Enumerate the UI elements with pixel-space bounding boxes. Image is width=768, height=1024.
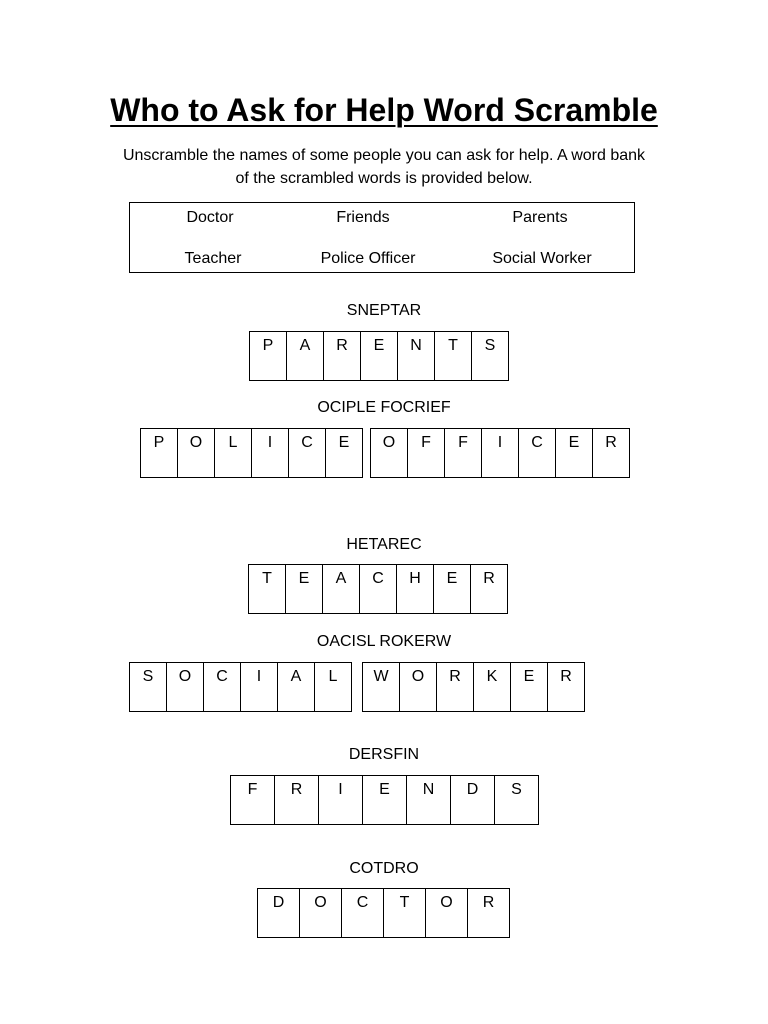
- word-bank-item: Social Worker: [492, 250, 592, 267]
- letter-box[interactable]: T: [248, 564, 286, 614]
- letter-box[interactable]: C: [288, 428, 326, 478]
- letter-box[interactable]: R: [274, 775, 319, 825]
- letter-box[interactable]: E: [510, 662, 548, 712]
- worksheet-title: Who to Ask for Help Word Scramble: [110, 92, 658, 128]
- letter-box[interactable]: E: [285, 564, 323, 614]
- answer-boxes: [370, 428, 629, 478]
- letter-box[interactable]: S: [471, 331, 509, 381]
- letter-box[interactable]: P: [249, 331, 287, 381]
- letter-box[interactable]: D: [257, 888, 300, 938]
- word-bank-item: Friends: [336, 209, 390, 226]
- letter-box[interactable]: O: [399, 662, 437, 712]
- letter-box[interactable]: R: [592, 428, 630, 478]
- answer-boxes: [249, 331, 508, 381]
- scrambled-word: HETAREC: [346, 536, 422, 553]
- letter-box[interactable]: E: [360, 331, 398, 381]
- answer-boxes: [362, 662, 584, 712]
- letter-box[interactable]: F: [407, 428, 445, 478]
- letter-box[interactable]: A: [277, 662, 315, 712]
- letter-box[interactable]: A: [286, 331, 324, 381]
- letter-box[interactable]: N: [397, 331, 435, 381]
- instructions-line-2: of the scrambled words is provided below.: [235, 170, 533, 187]
- letter-box[interactable]: E: [362, 775, 407, 825]
- letter-box[interactable]: S: [494, 775, 539, 825]
- letter-box[interactable]: R: [323, 331, 361, 381]
- answer-boxes: [140, 428, 362, 478]
- letter-box[interactable]: O: [177, 428, 215, 478]
- letter-box[interactable]: C: [359, 564, 397, 614]
- scrambled-word: DERSFIN: [348, 746, 420, 763]
- scrambled-word: OACISL ROKERW: [316, 633, 452, 650]
- letter-box[interactable]: L: [314, 662, 352, 712]
- answer-boxes: [248, 564, 507, 614]
- letter-box[interactable]: S: [129, 662, 167, 712]
- letter-box[interactable]: C: [203, 662, 241, 712]
- letter-box[interactable]: I: [251, 428, 289, 478]
- word-bank-item: Police Officer: [320, 250, 416, 267]
- answer-boxes: [230, 775, 538, 825]
- letter-box[interactable]: N: [406, 775, 451, 825]
- letter-box[interactable]: I: [481, 428, 519, 478]
- letter-box[interactable]: O: [299, 888, 342, 938]
- word-bank-item: Doctor: [186, 209, 234, 226]
- letter-box[interactable]: F: [444, 428, 482, 478]
- letter-box[interactable]: F: [230, 775, 275, 825]
- letter-box[interactable]: R: [470, 564, 508, 614]
- letter-box[interactable]: I: [318, 775, 363, 825]
- word-bank-item: Parents: [512, 209, 568, 226]
- scrambled-word: COTDRO: [349, 860, 419, 877]
- letter-box[interactable]: C: [518, 428, 556, 478]
- letter-box[interactable]: I: [240, 662, 278, 712]
- letter-box[interactable]: L: [214, 428, 252, 478]
- letter-box[interactable]: O: [425, 888, 468, 938]
- letter-box[interactable]: H: [396, 564, 434, 614]
- letter-box[interactable]: C: [341, 888, 384, 938]
- letter-box[interactable]: R: [547, 662, 585, 712]
- letter-box[interactable]: D: [450, 775, 495, 825]
- letter-box[interactable]: W: [362, 662, 400, 712]
- letter-box[interactable]: T: [383, 888, 426, 938]
- letter-box[interactable]: E: [555, 428, 593, 478]
- letter-box[interactable]: O: [370, 428, 408, 478]
- letter-box[interactable]: A: [322, 564, 360, 614]
- word-bank: [129, 202, 635, 273]
- letter-box[interactable]: R: [436, 662, 474, 712]
- letter-box[interactable]: O: [166, 662, 204, 712]
- scrambled-word: SNEPTAR: [346, 302, 422, 319]
- answer-boxes: [129, 662, 351, 712]
- word-bank-item: Teacher: [184, 250, 242, 267]
- letter-box[interactable]: E: [325, 428, 363, 478]
- answer-boxes: [257, 888, 509, 938]
- letter-box[interactable]: R: [467, 888, 510, 938]
- instructions-line-1: Unscramble the names of some people you can ask for help. A word bank: [122, 147, 646, 164]
- letter-box[interactable]: E: [433, 564, 471, 614]
- letter-box[interactable]: T: [434, 331, 472, 381]
- letter-box[interactable]: P: [140, 428, 178, 478]
- scrambled-word: OCIPLE FOCRIEF: [317, 399, 451, 416]
- letter-box[interactable]: K: [473, 662, 511, 712]
